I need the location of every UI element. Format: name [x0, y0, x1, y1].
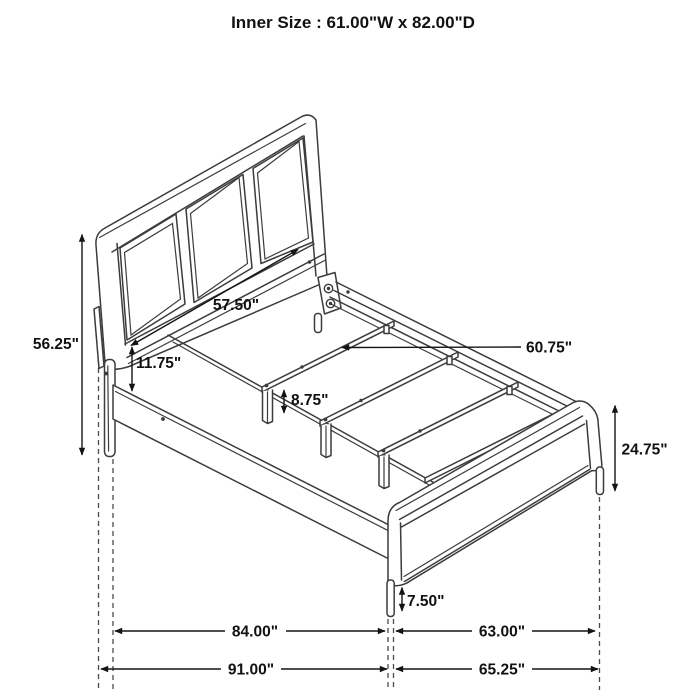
far-rail-hole: [346, 290, 349, 293]
footboard-body: [388, 401, 602, 586]
label-footboard-leg-height: 7.50": [407, 593, 445, 610]
headboard-right-peg: [315, 314, 322, 333]
footboard-left-post-inner: [401, 523, 402, 580]
slat-3-screw: [382, 449, 386, 453]
label-overall-length: 91.00": [227, 661, 275, 679]
slat-2: [320, 352, 458, 426]
slat-3-tab: [507, 387, 512, 395]
stile-hole: [308, 260, 312, 264]
slat-1: [262, 321, 394, 392]
slat-2-tab: [447, 357, 452, 365]
slat-2-screw: [324, 418, 328, 422]
headboard-front-leg-edge: [108, 366, 109, 451]
footboard-left-leg: [387, 580, 394, 617]
label-inner-frame-length: 84.00": [231, 623, 279, 641]
diagram-title: Inner Size : 61.00"W x 82.00"D: [231, 13, 475, 32]
label-headboard-height: 56.25": [32, 336, 79, 353]
slat-1-hole: [300, 365, 303, 368]
dim-leader-slat-length: [342, 347, 521, 348]
label-slat-length: 60.75": [526, 339, 573, 357]
slat-1-tab: [384, 326, 389, 334]
label-headboard-to-rail: 11.75": [136, 355, 182, 372]
slat-2-hole: [359, 399, 362, 402]
footboard-right-leg: [596, 467, 603, 495]
front-leg-hole: [104, 372, 108, 376]
label-footboard-overall-width: 65.25": [478, 661, 526, 679]
slat-3-hole: [418, 429, 421, 432]
label-slat-leg-height: 8.75": [291, 392, 329, 409]
label-footboard-inner-width: 63.00": [478, 623, 526, 641]
label-headboard-width: 57.50": [212, 297, 260, 314]
label-footboard-height: 24.75": [621, 441, 668, 459]
near-rail-hole: [161, 417, 165, 421]
bracket-bolt-top: [327, 287, 330, 290]
slat-1-screw: [265, 384, 269, 388]
